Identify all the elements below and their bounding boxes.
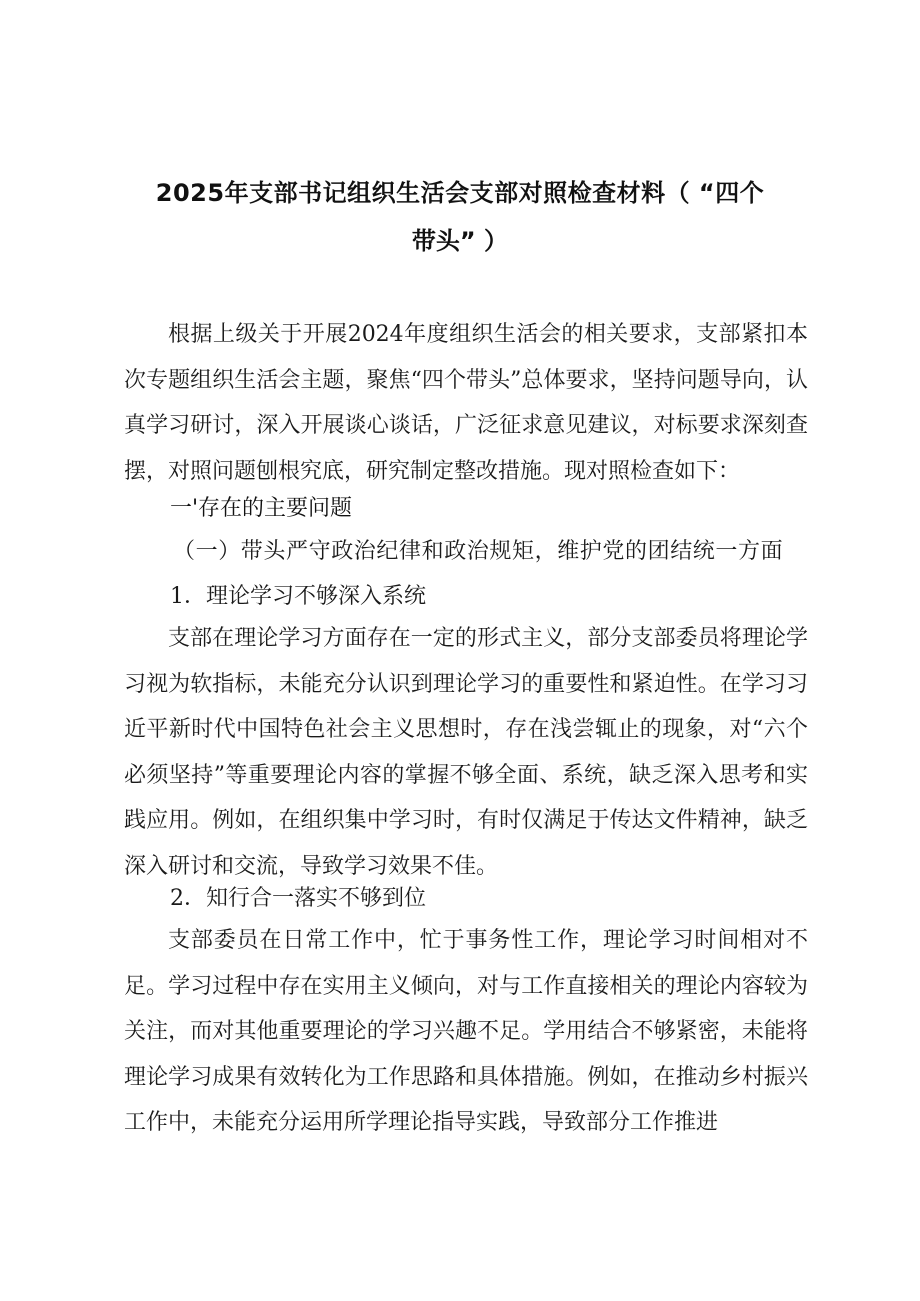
item-heading-theory-study: 1．理论学习不够深入系统 — [170, 584, 426, 609]
document-title-line-1: 2025年支部书记组织生活会支部对照检查材料（ “四个 — [155, 179, 765, 207]
document-title-line-2: 带头” ） — [411, 227, 509, 255]
section-heading-main-problems: 一'存在的主要问题 — [170, 496, 353, 521]
item-paragraph-theory-study: 支部在理论学习方面存在一定的形式主义，部分支部委员将理论学习视为软指标，未能充分认识到理论学习的重要性和紧迫性。在学习习近平新时代中国特色社会主义思想时，存在浅尝辄止的现象，对“六个必须坚持”等重要理论内容的掌握不够全面、系统，缺乏深入思考和实践应用。例如，在组织集中学习时，有时仅满足于传达文件精神，缺乏深入研讨和交流，导致学习效果不佳。 — [124, 626, 808, 879]
intro-paragraph: 根据上级关于开展2024年度组织生活会的相关要求，支部紧扣本次专题组织生活会主题，聚焦“四个带头”总体要求，坚持问题导向，认真学习研讨，深入开展谈心谈话，广泛征求意见建议，对标要求深刻查摆，对照问题刨根究底，研究制定整改措施。现对照检查如下： — [124, 322, 808, 484]
item-paragraph-knowledge-action: 支部委员在日常工作中，忙于事务性工作，理论学习时间相对不足。学习过程中存在实用主义倾向，对与工作直接相关的理论内容较为关注，而对其他重要理论的学习兴趣不足。学用结合不够紧密，未能将理论学习成果有效转化为工作思路和具体措施。例如，在推动乡村振兴工作中，未能充分运用所学理论指导实践，导致部分工作推进 — [124, 928, 808, 1135]
item-heading-knowledge-action: 2．知行合一落实不够到位 — [170, 886, 426, 911]
subsection-heading-political-discipline: （一）带头严守政治纪律和政治规矩，维护党的团结统一方面 — [173, 539, 784, 564]
